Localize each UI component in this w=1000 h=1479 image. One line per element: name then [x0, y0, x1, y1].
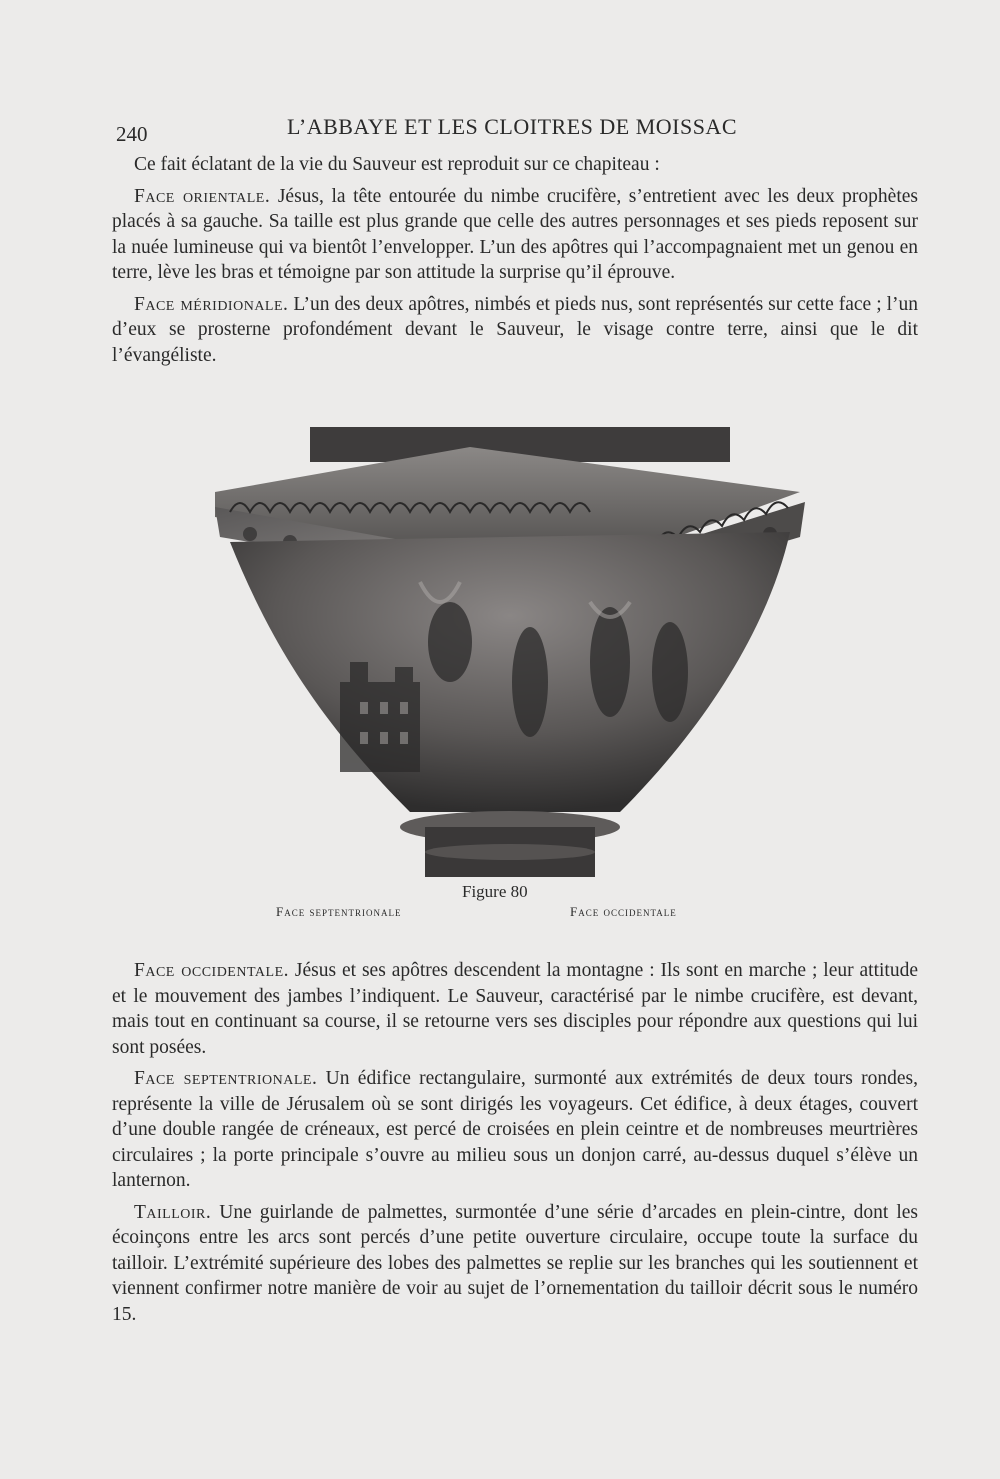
intro-text: Ce fait éclatant de la vie du Sauveur est reproduit sur ce chapiteau :	[134, 154, 660, 175]
septentrionale-lead: Face septentrionale.	[134, 1068, 318, 1089]
label-septentrionale: Face septentrionale	[276, 904, 402, 919]
orientale-text: Jésus, la tête entourée du nimbe crucifère, s’entretient avec les deux prophètes placés à sa gauche. Sa taille est plus grande que celle des autres personnages et ses pieds reposent sur la nuée lumineuse qui va bientôt l’envelopper. L’un des apôtres qui l’accompagnaient met un genou en terre, lève les bras et témoigne par son attitude la surprise qu’il éprouve.	[112, 185, 918, 283]
tailloir-lead: Tailloir.	[134, 1201, 212, 1223]
meridionale-text: L’un des deux apôtres, nimbés et pieds nus, sont représentés sur cette face ; l’un d’eux se prosterne profondément devant le Sauveur, le visage contre terre, ainsi que le dit l’évangéliste.	[112, 293, 919, 366]
septentrionale-paragraph	[112, 1066, 918, 1194]
meridionale-lead: Face méridionale.	[134, 293, 289, 315]
bottom-text-block	[112, 958, 918, 1333]
label-occidentale: Face occidentale	[570, 904, 677, 919]
occidentale-lead: Face occidentale.	[134, 960, 289, 981]
meridionale-paragraph	[112, 292, 918, 369]
capital-photograph	[210, 422, 810, 882]
page-number: 240	[116, 122, 148, 146]
tailloir-text: Une guirlande de palmettes, surmontée d’une série d’arcades en plein-cintre, dont les écoinçons entre les arcs sont percés d’une petite ouverture circulaire, occupe toute la surface du tailloir. L’extrémité supérieure des lobes des palmettes se replie sur les branches qui les soutiennent et viennent confirmer notre manière de voir au sujet de l’ornementation du tailloir décrit sous le numéro 15.	[112, 1201, 918, 1325]
page-header	[112, 112, 912, 146]
occidentale-text: Jésus et ses apôtres descendent la montagne : Ils sont en marche ; leur attitude et le mouvement des jambes l’indiquent. Le Sauveur, caractérisé par le nimbe crucifère, est devant, mais tout en continuant sa course, il se retourne vers ses disciples pour répondre aux questions qui lui sont posées.	[112, 960, 918, 1058]
intro-paragraph	[112, 152, 918, 178]
running-title: L’ABBAYE ET LES CLOITRES DE MOISSAC	[286, 114, 737, 139]
septentrionale-text: Un édifice rectangulaire, surmonté aux extrémités de deux tours rondes, représente la ville de Jérusalem où se sont dirigés les voyageurs. Cet édifice, à deux étages, couvert d’une double rangée de créneaux, est percé de croisées en plein ceintre et de nombreuses meurtrières circulaires ; la porte principale s’ouvre au milieu sous un donjon carré, au-dessus duquel s’élève un lanternon.	[112, 1068, 919, 1191]
capital-illustration	[210, 422, 810, 882]
occidentale-paragraph	[112, 958, 918, 1060]
figure-caption: Figure 80	[462, 882, 528, 901]
top-text-block	[112, 152, 918, 374]
tailloir-paragraph	[112, 1200, 918, 1328]
orientale-paragraph	[112, 184, 918, 286]
orientale-lead: Face orientale.	[134, 185, 271, 207]
